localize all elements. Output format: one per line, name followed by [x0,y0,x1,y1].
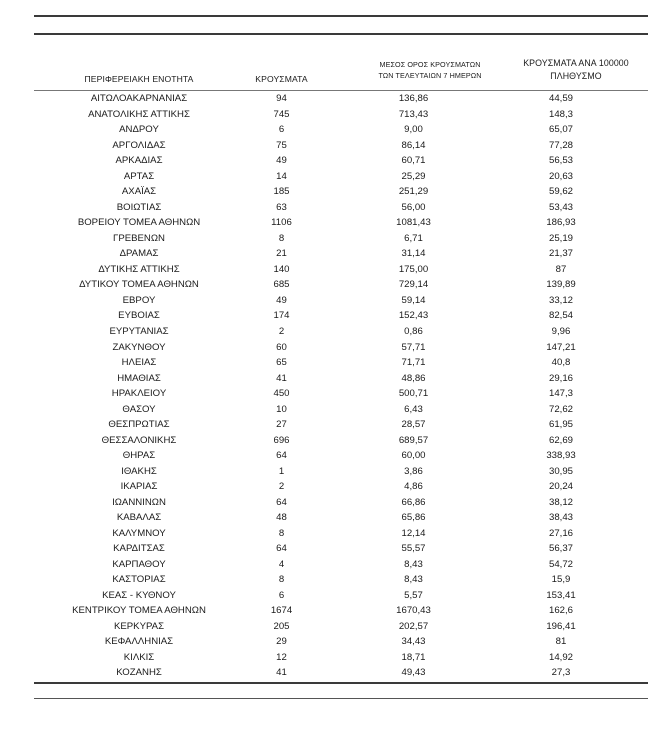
cell-per100k: 40,8 [551,357,571,369]
cell-avg7: 1670,43 [396,605,431,617]
cell-cases: 64 [276,496,287,508]
table-row [34,262,648,278]
cell-region: ΚΕΝΤΡΙΚΟΥ ΤΟΜΕΑ ΑΘΗΝΩΝ [72,605,206,617]
cell-cases: 48 [276,512,287,524]
cell-region: ΑΝΑΤΟΛΙΚΗΣ ΑΤΤΙΚΗΣ [88,108,190,120]
table-row [34,572,648,588]
table-row [34,665,648,681]
cell-cases: 140 [273,263,290,275]
cell-cases: 185 [273,186,290,198]
table-row [34,277,648,293]
cell-per100k: 30,95 [548,465,573,477]
table-row [34,169,648,185]
cell-region: ΚΕΦΑΛΛΗΝΙΑΣ [104,636,174,648]
cell-per100k: 153,41 [546,589,576,601]
cell-per100k: 20,63 [548,170,573,182]
cell-cases: 29 [276,636,287,648]
cell-per100k: 21,37 [548,248,573,260]
cell-per100k: 27,3 [551,667,571,679]
table-row [34,370,648,386]
cell-cases: 8 [278,232,285,244]
cell-avg7: 9,00 [404,124,423,136]
cell-per100k: 56,37 [548,543,573,555]
table-row [34,463,648,479]
cell-per100k: 196,41 [546,620,576,632]
cell-avg7: 60,00 [401,450,426,462]
cell-region: ΕΒΡΟΥ [122,294,156,306]
table-row [34,479,648,495]
table-row [34,588,648,604]
cell-avg7: 251,29 [398,186,429,198]
cell-per100k: 38,43 [548,512,573,524]
cell-cases: 64 [276,543,287,555]
cell-avg7: 12,14 [401,527,426,539]
cell-avg7: 713,43 [398,108,429,120]
cell-avg7: 500,71 [398,388,429,400]
data-table-body [34,91,648,681]
cell-avg7: 3,86 [404,465,423,477]
cell-per100k: 38,12 [548,496,573,508]
cell-cases: 41 [276,667,287,679]
table-row [34,107,648,123]
cell-region: ΚΟΖΑΝΗΣ [116,667,162,679]
cell-region: ΚΕΡΚΥΡΑΣ [113,620,164,632]
cell-per100k: 139,89 [546,279,576,291]
cell-cases: 49 [276,155,287,167]
cell-cases: 2 [278,481,285,493]
cell-region: ΗΜΑΘΙΑΣ [117,372,161,384]
header-per100k [505,57,647,83]
cell-avg7: 57,71 [401,341,426,353]
cell-region: ΘΕΣΣΑΛΟΝΙΚΗΣ [101,434,177,446]
cell-avg7: 71,71 [401,357,426,369]
cell-per100k: 61,95 [548,419,573,431]
cell-avg7: 28,57 [401,419,426,431]
cell-per100k: 14,92 [548,651,573,663]
cell-per100k: 147,3 [548,388,573,400]
cell-region: ΚΙΛΚΙΣ [123,651,155,663]
cell-region: ΕΥΡΥΤΑΝΙΑΣ [109,325,169,337]
table-row [34,650,648,666]
cell-avg7: 175,00 [398,263,429,275]
cell-per100k: 81 [555,636,567,648]
cell-region: ΙΘΑΚΗΣ [121,465,157,477]
cell-cases: 2 [278,325,285,337]
cell-avg7: 65,86 [401,512,426,524]
cell-cases: 696 [273,434,290,446]
cell-region: ΕΥΒΟΙΑΣ [118,310,160,322]
cell-region: ΚΑΛΥΜΝΟΥ [112,527,166,539]
table-row [34,324,648,340]
cell-per100k: 148,3 [548,108,573,120]
cell-region: ΗΛΕΙΑΣ [121,357,157,369]
header-avg7 [356,59,504,81]
cell-per100k: 33,12 [548,294,573,306]
cell-per100k: 186,93 [546,217,576,229]
table-row [34,432,648,448]
table-row [34,231,648,247]
cell-cases: 1106 [271,217,292,229]
cell-per100k: 9,96 [551,325,571,337]
cell-per100k: 87 [555,263,567,275]
table-row [34,200,648,216]
table-row [34,339,648,355]
table-row [34,122,648,138]
cell-cases: 745 [273,108,290,120]
cell-region: ΚΑΣΤΟΡΙΑΣ [112,574,166,586]
table-row [34,525,648,541]
cell-avg7: 59,14 [401,294,426,306]
cell-cases: 10 [276,403,287,415]
cell-region: ΚΑΡΠΑΘΟΥ [112,558,166,570]
cell-region: ΒΟΙΩΤΙΑΣ [116,201,162,213]
cell-per100k: 25,19 [548,232,573,244]
cell-avg7: 31,14 [401,248,426,260]
cell-per100k: 27,16 [548,527,573,539]
cell-cases: 450 [273,388,290,400]
cell-cases: 8 [278,527,285,539]
cell-per100k: 15,9 [551,574,571,586]
header-avg7-line1: ΜΕΣΟΣ ΟΡΟΣ ΚΡΟΥΣΜΑΤΩΝ [379,60,481,69]
cell-region: ΑΧΑΪΑΣ [121,186,157,198]
table-row [34,293,648,309]
cell-region: ΙΩΑΝΝΙΝΩΝ [112,496,166,508]
cell-cases: 60 [276,341,287,353]
table-row [34,246,648,262]
cell-avg7: 8,43 [404,558,423,570]
cell-avg7: 4,86 [404,481,423,493]
table-row [34,619,648,635]
cell-cases: 94 [276,93,287,105]
cell-cases: 49 [276,294,287,306]
cell-cases: 65 [276,357,287,369]
table-row [34,401,648,417]
table-row [34,556,648,572]
cell-avg7: 48,86 [401,372,426,384]
cell-cases: 1674 [270,605,293,617]
cell-avg7: 1081,43 [396,217,431,229]
cell-per100k: 59,62 [548,186,573,198]
cell-per100k: 56,53 [548,155,573,167]
cell-cases: 27 [276,419,287,431]
cell-per100k: 147,21 [546,341,576,353]
cell-avg7: 49,43 [401,667,426,679]
cell-per100k: 338,93 [546,450,576,462]
cell-cases: 6 [278,589,285,601]
cell-avg7: 6,71 [404,232,423,244]
cell-per100k: 53,43 [548,201,573,213]
table-row [34,184,648,200]
header-region: ΠΕΡΙΦΕΡΕΙΑΚΗ ΕΝΟΤΗΤΑ [84,74,194,84]
table-row [34,494,648,510]
cell-per100k: 82,54 [548,310,573,322]
cell-region: ΓΡΕΒΕΝΩΝ [113,232,165,244]
cell-region: ΚΕΑΣ - ΚΥΘΝΟΥ [102,589,176,601]
cell-per100k: 44,59 [548,93,573,105]
cell-cases: 75 [276,139,287,151]
header-avg7-line2: ΤΩΝ ΤΕΛΕΥΤΑΙΩΝ 7 ΗΜΕΡΩΝ [378,71,482,80]
cell-region: ΗΡΑΚΛΕΙΟΥ [111,388,167,400]
table-bottom-rule [34,682,648,684]
cell-avg7: 8,43 [404,574,423,586]
cell-cases: 64 [276,450,287,462]
cell-per100k: 77,28 [548,139,573,151]
table-row [34,138,648,154]
cell-avg7: 86,14 [401,139,426,151]
cell-cases: 685 [273,279,290,291]
cell-cases: 14 [276,170,287,182]
table-row [34,417,648,433]
cell-region: ΚΑΡΔΙΤΣΑΣ [113,543,165,555]
cell-cases: 41 [276,372,287,384]
cell-region: ΑΝΔΡΟΥ [119,124,159,136]
table-row [34,386,648,402]
cell-cases: 12 [276,651,287,663]
cell-per100k: 162,6 [548,605,573,617]
cell-avg7: 202,57 [398,620,429,632]
table-row [34,153,648,169]
cell-per100k: 62,69 [548,434,573,446]
table-row [34,510,648,526]
table-row [34,308,648,324]
cell-region: ΑΡΓΟΛΙΔΑΣ [112,139,166,151]
cell-region: ΑΡΤΑΣ [123,170,155,182]
cell-avg7: 60,71 [401,155,426,167]
table-row [34,91,648,107]
cell-avg7: 6,43 [404,403,423,415]
table-row [34,603,648,619]
top-rule [34,15,648,17]
table-row [34,634,648,650]
cell-region: ΑΙΤΩΛΟΑΚΑΡΝΑΝΙΑΣ [90,93,188,105]
cell-avg7: 689,57 [398,434,429,446]
page-bottom-rule [34,698,648,699]
cell-avg7: 5,57 [404,589,423,601]
cell-cases: 4 [278,558,285,570]
cell-cases: 6 [278,124,285,136]
header-per100k-line2: ΠΛΗΘΥΣΜΟ [550,71,602,81]
table-row [34,448,648,464]
cell-avg7: 152,43 [398,310,429,322]
table-row [34,355,648,371]
cell-region: ΖΑΚΥΝΘΟΥ [112,341,166,353]
cell-cases: 63 [276,201,287,213]
cell-cases: 1 [278,465,285,477]
cell-per100k: 54,72 [548,558,573,570]
cell-region: ΔΥΤΙΚΟΥ ΤΟΜΕΑ ΑΘΗΝΩΝ [79,279,199,291]
cell-avg7: 66,86 [401,496,426,508]
header-cases: ΚΡΟΥΣΜΑΤΑ [255,74,308,84]
cell-region: ΘΑΣΟΥ [122,403,156,415]
cell-avg7: 34,43 [401,636,426,648]
cell-region: ΚΑΒΑΛΑΣ [116,512,162,524]
cell-region: ΔΥΤΙΚΗΣ ΑΤΤΙΚΗΣ [98,263,180,275]
cell-region: ΔΡΑΜΑΣ [119,248,159,260]
cell-cases: 205 [273,620,290,632]
cell-region: ΘΗΡΑΣ [122,450,156,462]
cell-avg7: 18,71 [401,651,426,663]
table-row [34,215,648,231]
cell-per100k: 29,16 [548,372,573,384]
cell-region: ΙΚΑΡΙΑΣ [120,481,158,493]
cell-cases: 174 [273,310,290,322]
cell-per100k: 65,07 [548,124,573,136]
cell-cases: 8 [278,574,285,586]
cell-region: ΒΟΡΕΙΟΥ ΤΟΜΕΑ ΑΘΗΝΩΝ [77,217,201,229]
table-row [34,541,648,557]
cell-avg7: 0,86 [404,325,423,337]
cell-avg7: 56,00 [401,201,426,213]
header-per100k-line1: ΚΡΟΥΣΜΑΤΑ ΑΝΑ 100000 [523,58,629,68]
cell-avg7: 55,57 [401,543,426,555]
cell-cases: 21 [276,248,287,260]
cell-avg7: 25,29 [401,170,426,182]
cell-per100k: 72,62 [548,403,573,415]
header-top-rule [34,33,648,35]
cell-avg7: 136,86 [398,93,429,105]
cell-avg7: 729,14 [398,279,429,291]
cell-region: ΘΕΣΠΡΩΤΙΑΣ [108,419,170,431]
cell-region: ΑΡΚΑΔΙΑΣ [115,155,163,167]
cell-per100k: 20,24 [548,481,573,493]
